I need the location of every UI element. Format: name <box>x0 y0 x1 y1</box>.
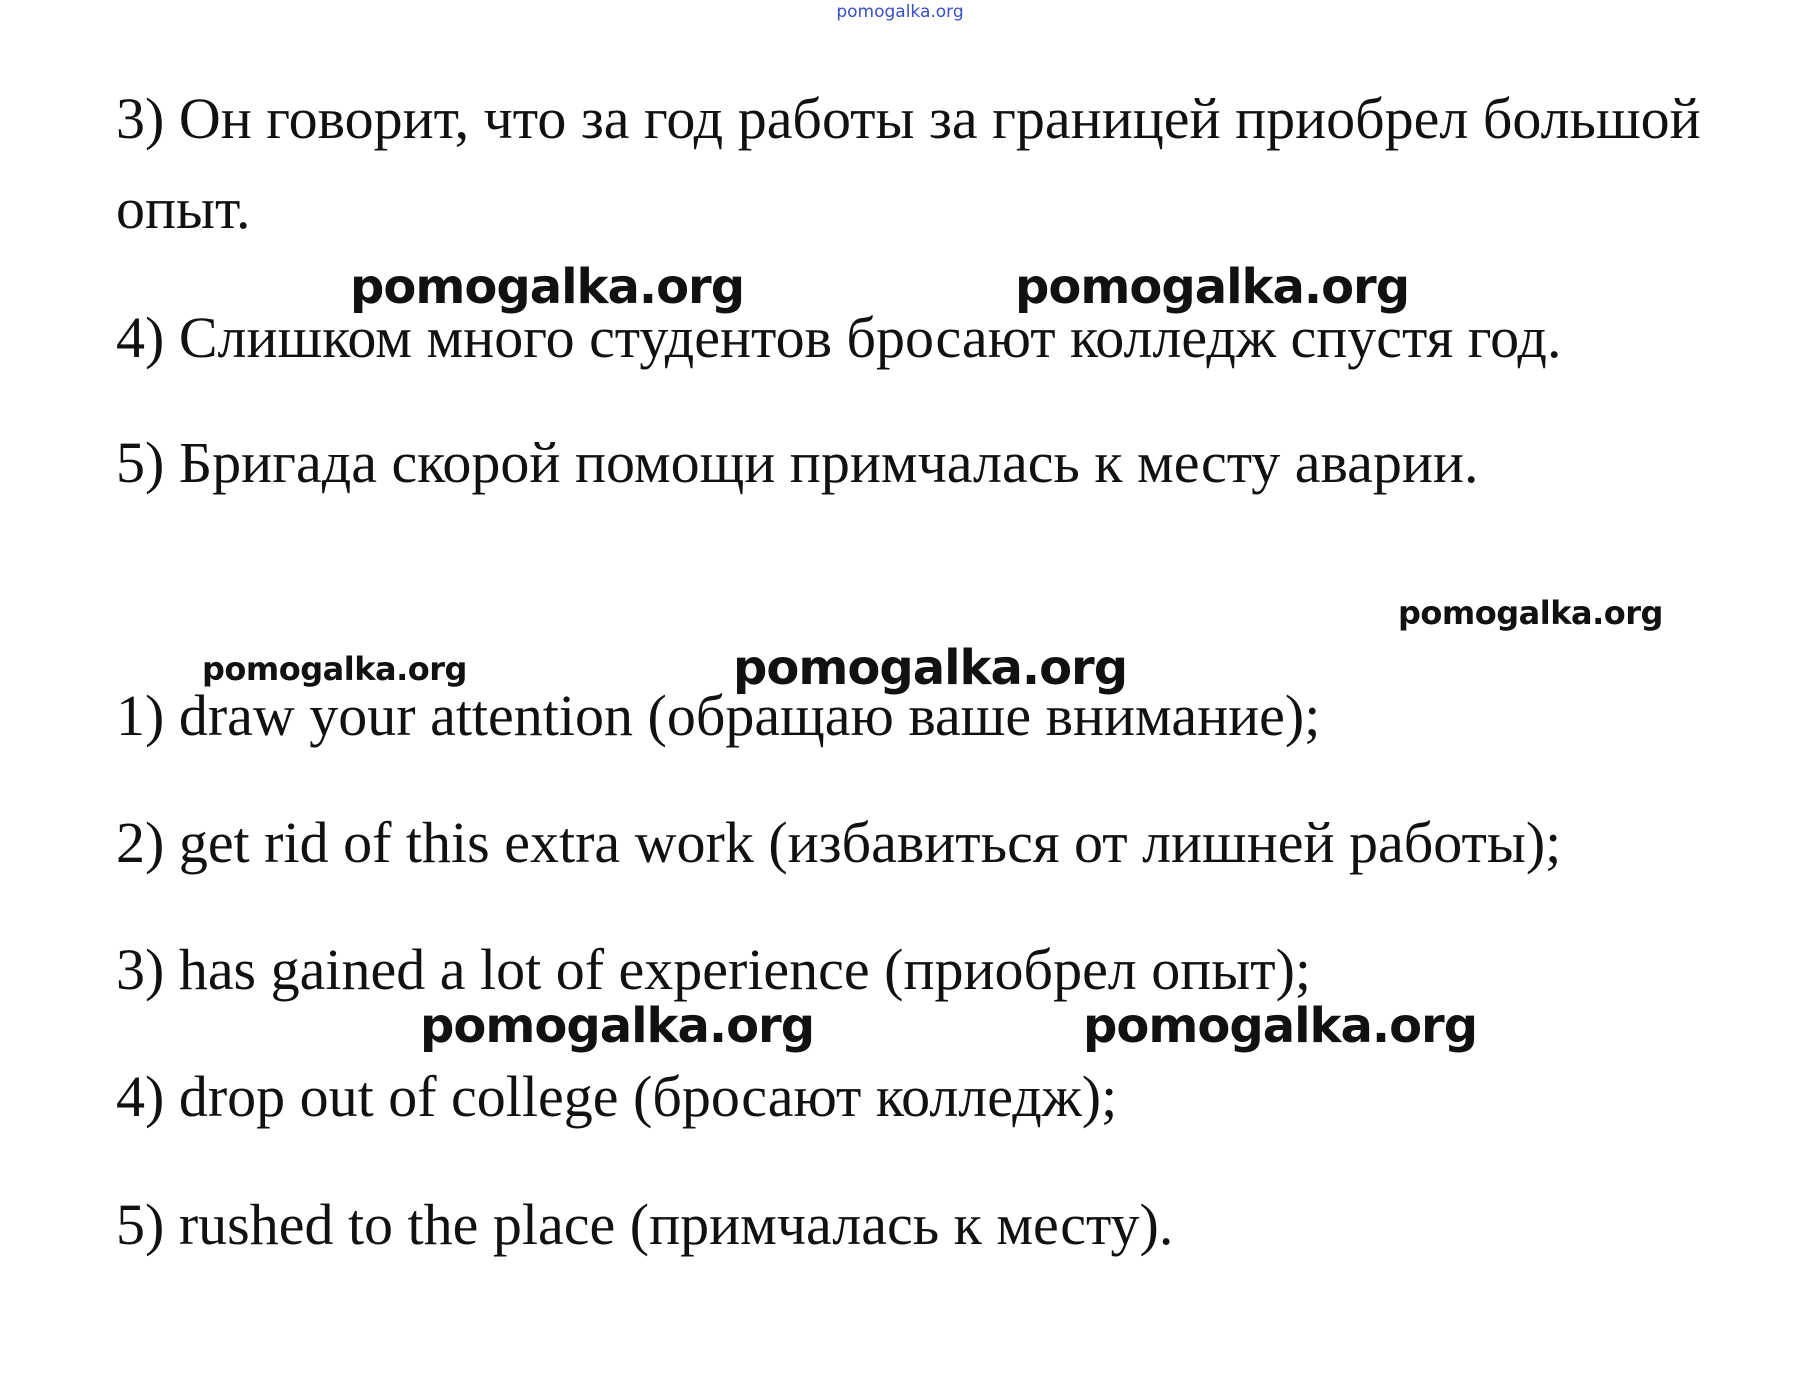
watermark: pomogalka.org <box>733 640 1128 696</box>
watermark: pomogalka.org <box>1083 998 1478 1054</box>
translation-line-3-continued: опыт. <box>116 176 251 241</box>
watermark: pomogalka.org <box>1398 594 1663 632</box>
phrase-line-2: 2) get rid of this extra work (избавиться от лишней работы); <box>116 810 1562 875</box>
phrase-line-1: 1) draw your attention (обращаю ваше внимание); <box>116 683 1321 748</box>
watermark: pomogalka.org <box>350 259 745 315</box>
phrase-line-4: 4) drop out of college (бросают колледж); <box>116 1064 1118 1129</box>
translation-line-5: 5) Бригада скорой помощи примчалась к месту аварии. <box>116 430 1479 495</box>
site-mark: pomogalka.org <box>836 2 964 22</box>
watermark: pomogalka.org <box>1015 259 1410 315</box>
translation-line-4: 4) Слишком много студентов бросают колледж спустя год. <box>116 305 1562 370</box>
phrase-line-5: 5) rushed to the place (примчалась к месту). <box>116 1192 1174 1257</box>
phrase-line-3: 3) has gained a lot of experience (приобрел опыт); <box>116 937 1312 1002</box>
watermark: pomogalka.org <box>202 650 467 688</box>
translation-line-3: 3) Он говорит, что за год работы за границей приобрел большой <box>116 86 1701 151</box>
watermark: pomogalka.org <box>420 998 815 1054</box>
